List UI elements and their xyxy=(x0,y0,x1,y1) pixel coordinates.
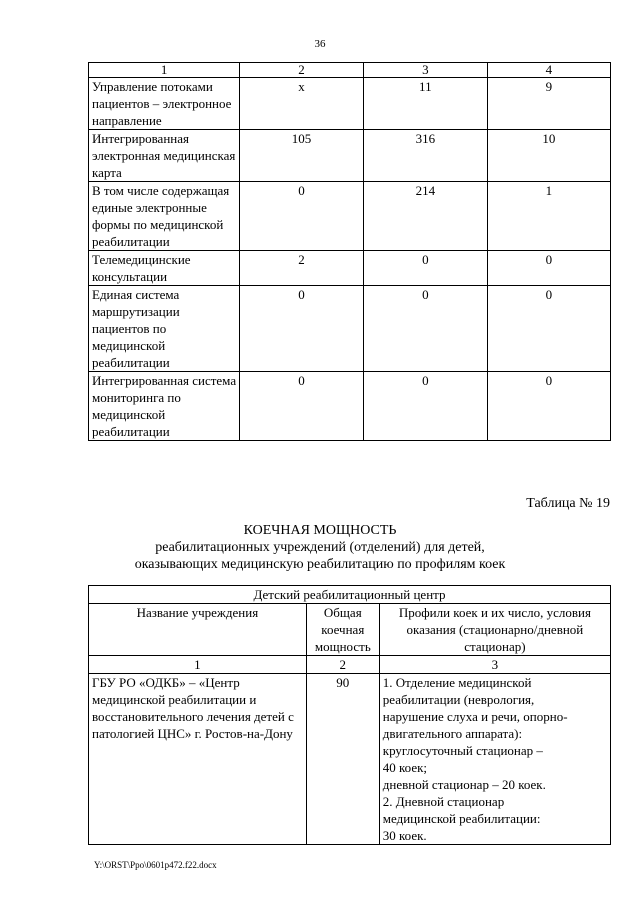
header-profiles: Профили коек и их число, условия оказания (стационарно/дневной стационар) xyxy=(379,604,610,656)
header-capacity: Общая коечная мощность xyxy=(306,604,379,656)
row-name: Интегрированная система мониторинга по медицинской реабилитации xyxy=(89,372,240,441)
col-header-3: 3 xyxy=(363,63,487,78)
table-title xyxy=(0,522,640,573)
table-row xyxy=(89,372,611,441)
profile-line: двигательного аппарата): xyxy=(382,726,523,741)
profile-line: 40 коек; xyxy=(382,760,428,775)
institution-capacity: 90 xyxy=(306,674,379,845)
profile-line: реабилитации (неврология, xyxy=(382,692,535,707)
profile-line: круглосуточный стационар – xyxy=(382,743,543,758)
row-value: 0 xyxy=(363,286,487,372)
row-value: 0 xyxy=(240,372,364,441)
row-value: 9 xyxy=(487,78,610,130)
institution-profiles xyxy=(379,674,610,845)
table-row xyxy=(89,286,611,372)
table-header-row xyxy=(89,604,611,656)
digital-services-table xyxy=(88,62,611,441)
col-number-1: 1 xyxy=(89,656,307,674)
table-row xyxy=(89,182,611,251)
number-row xyxy=(89,656,611,674)
row-value: 0 xyxy=(487,286,610,372)
profile-line: 2. Дневной стационар xyxy=(382,794,505,809)
profile-line: нарушение слуха и речи, опорно- xyxy=(382,709,568,724)
profile-line: дневной стационар – 20 коек. xyxy=(382,777,546,792)
section-row xyxy=(89,586,611,604)
title-line-2: реабилитационных учреждений (отделений) для детей, xyxy=(155,540,485,555)
row-value: 0 xyxy=(487,372,610,441)
row-value: 0 xyxy=(363,372,487,441)
title-line-1: КОЕЧНАЯ МОЩНОСТЬ xyxy=(243,523,397,538)
col-number-3: 3 xyxy=(379,656,610,674)
bed-capacity-table xyxy=(88,585,611,845)
table-label: Таблица № 19 xyxy=(526,496,610,511)
row-value: 11 xyxy=(363,78,487,130)
table-row xyxy=(89,78,611,130)
table-header-row xyxy=(89,63,611,78)
col-header-1: 1 xyxy=(89,63,240,78)
row-value: х xyxy=(240,78,364,130)
row-value: 0 xyxy=(487,251,610,286)
footer-file-path: Y:\ORST\Ppo\0601p472.f22.docx xyxy=(94,860,217,870)
institution-name: ГБУ РО «ОДКБ» – «Центр медицинской реабилитации и восстановительного лечения детей с патологией ЦНС» г. Ростов-на-Дону xyxy=(89,674,307,845)
row-name: В том числе содержащая единые электронные формы по медицинской реабилитации xyxy=(89,182,240,251)
col-header-2: 2 xyxy=(240,63,364,78)
row-value: 0 xyxy=(240,182,364,251)
row-name: Единая система маршрутизации пациентов по медицинской реабилитации xyxy=(89,286,240,372)
row-value: 0 xyxy=(363,251,487,286)
row-value: 1 xyxy=(487,182,610,251)
row-name: Интегрированная электронная медицинская карта xyxy=(89,130,240,182)
row-value: 10 xyxy=(487,130,610,182)
col-header-4: 4 xyxy=(487,63,610,78)
table-row xyxy=(89,251,611,286)
row-value: 214 xyxy=(363,182,487,251)
profile-line: 30 коек. xyxy=(382,828,427,843)
row-name: Телемедицинские консультации xyxy=(89,251,240,286)
col-number-2: 2 xyxy=(306,656,379,674)
profile-line: медицинской реабилитации: xyxy=(382,811,541,826)
row-value: 2 xyxy=(240,251,364,286)
title-line-3: оказывающих медицинскую реабилитацию по профилям коек xyxy=(134,557,506,572)
row-value: 0 xyxy=(240,286,364,372)
row-value: 105 xyxy=(240,130,364,182)
profile-line: 1. Отделение медицинской xyxy=(382,675,532,690)
row-name: Управление потоками пациентов – электронное направление xyxy=(89,78,240,130)
table-row xyxy=(89,130,611,182)
header-name: Название учреждения xyxy=(89,604,307,656)
page-number: 36 xyxy=(314,38,326,50)
table-row xyxy=(89,674,611,845)
row-value: 316 xyxy=(363,130,487,182)
section-title: Детский реабилитационный центр xyxy=(89,586,611,604)
